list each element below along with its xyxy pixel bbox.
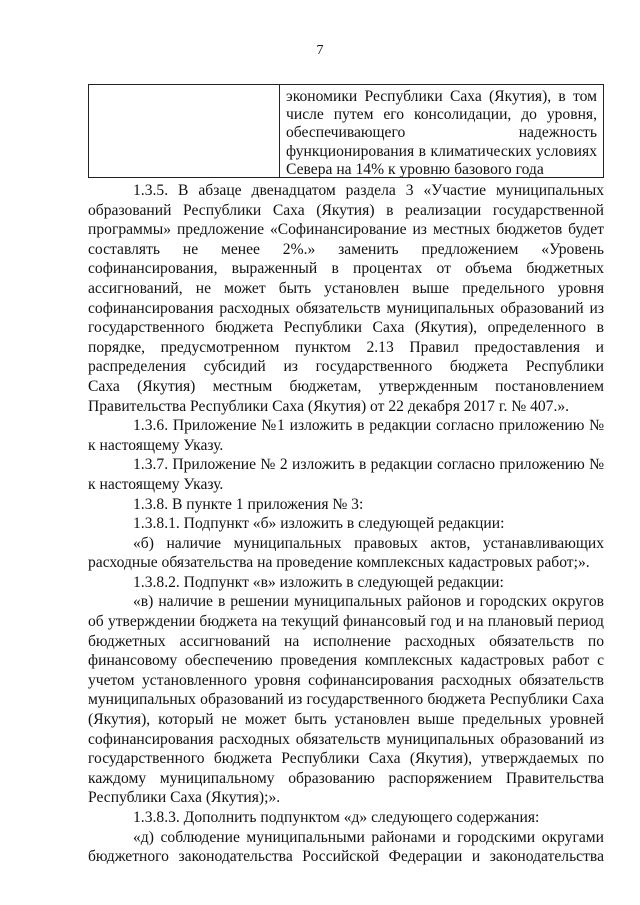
body-line: 1.3.6. Приложение №1 изложить в редакции согласно приложению № <box>133 417 604 435</box>
table-cell-line: экономики Республики Саха (Якутия), в том <box>286 88 597 105</box>
body-line: об утверждении бюджета на текущий финансовый год и на плановый период <box>88 613 604 631</box>
body-line: к настоящему Указу. <box>88 475 224 493</box>
table-cell-empty <box>89 85 280 177</box>
body-line: Правительства Республики Саха (Якутия) от 22 декабря 2017 г. № 407.». <box>88 397 570 415</box>
body-line: Республики Саха (Якутия);». <box>88 789 281 807</box>
body-line: государственного бюджета Республики Саха (Якутия), определенного в <box>88 319 604 337</box>
table-fragment <box>88 84 604 178</box>
document-body <box>88 181 604 867</box>
body-line: к настоящему Указу. <box>88 436 224 454</box>
body-line: (Якутия), который не может быть установлен выше предельных уровней <box>88 711 604 729</box>
table-cell-line: числе путем его консолидации, до уровня, <box>286 106 597 124</box>
body-line: расходные обязательства на проведение комплексных кадастровых работ;». <box>88 554 590 572</box>
body-line: каждому муниципальному образованию распоряжением Правительства <box>88 769 604 787</box>
page-number: 7 <box>316 43 324 58</box>
body-line: распределения субсидий из государственного бюджета Республики <box>88 358 604 376</box>
body-line: 1.3.8.1. Подпункт «б» изложить в следующей редакции: <box>133 515 505 533</box>
body-line: составлять не менее 2%.» заменить предложением «Уровень <box>88 240 604 258</box>
table-cell-line: функционирования в климатических условиях <box>286 142 597 160</box>
body-line: финансовому обеспечению проведения комплексных кадастровых работ с <box>88 652 604 670</box>
body-line: ассигнований, не может быть установлен выше предельного уровня <box>88 279 604 297</box>
body-line: 1.3.7. Приложение № 2 изложить в редакции согласно приложению № <box>133 456 604 474</box>
body-line: софинансирования расходных обязательств муниципальных образований из <box>88 730 604 748</box>
body-line: учетом установленного уровня софинансирования расходных обязательств <box>88 671 604 689</box>
body-line: «в) наличие в решении муниципальных районов и городских округов <box>133 593 604 611</box>
body-line: государственного бюджета Республики Саха (Якутия), утверждаемых по <box>88 750 604 768</box>
body-line: программы» предложение «Софинансирование из местных бюджетов будет <box>88 221 604 239</box>
table-cell-text <box>280 85 603 177</box>
body-line: софинансирования расходных обязательств муниципальных образований из <box>88 299 604 317</box>
body-line: бюджетных ассигнований на исполнение расходных обязательств по <box>88 632 604 650</box>
body-line: муниципальных образований из государственного бюджета Республики Саха <box>88 691 604 709</box>
body-line: порядке, предусмотренном пунктом 2.13 Правил предоставления и <box>88 338 604 356</box>
body-line: софинансирования, выраженный в процентах от объема бюджетных <box>88 260 604 278</box>
body-line: 1.3.8.3. Дополнить подпунктом «д» следующего содержания: <box>133 809 540 826</box>
body-line: 1.3.8.2. Подпункт «в» изложить в следующей редакции: <box>133 573 504 591</box>
table-cell-line: обеспечивающего надежность <box>286 124 597 142</box>
body-line: «б) наличие муниципальных правовых актов, устанавливающих <box>133 534 604 552</box>
table-cell-line: Севера на 14% к уровню базового года <box>286 160 544 178</box>
body-line: 1.3.8. В пункте 1 приложения № 3: <box>133 495 364 513</box>
body-line: образований Республики Саха (Якутия) в реализации государственной <box>88 201 604 219</box>
body-line: Саха (Якутия) местным бюджетам, утвержденным постановлением <box>88 377 604 395</box>
body-line: «д) соблюдение муниципальными районами и городскими округами <box>133 828 604 846</box>
body-line: 1.3.5. В абзаце двенадцатом раздела 3 «Участие муниципальных <box>133 182 604 199</box>
body-line: бюджетного законодательства Российской Федерации и законодательства <box>88 848 604 866</box>
